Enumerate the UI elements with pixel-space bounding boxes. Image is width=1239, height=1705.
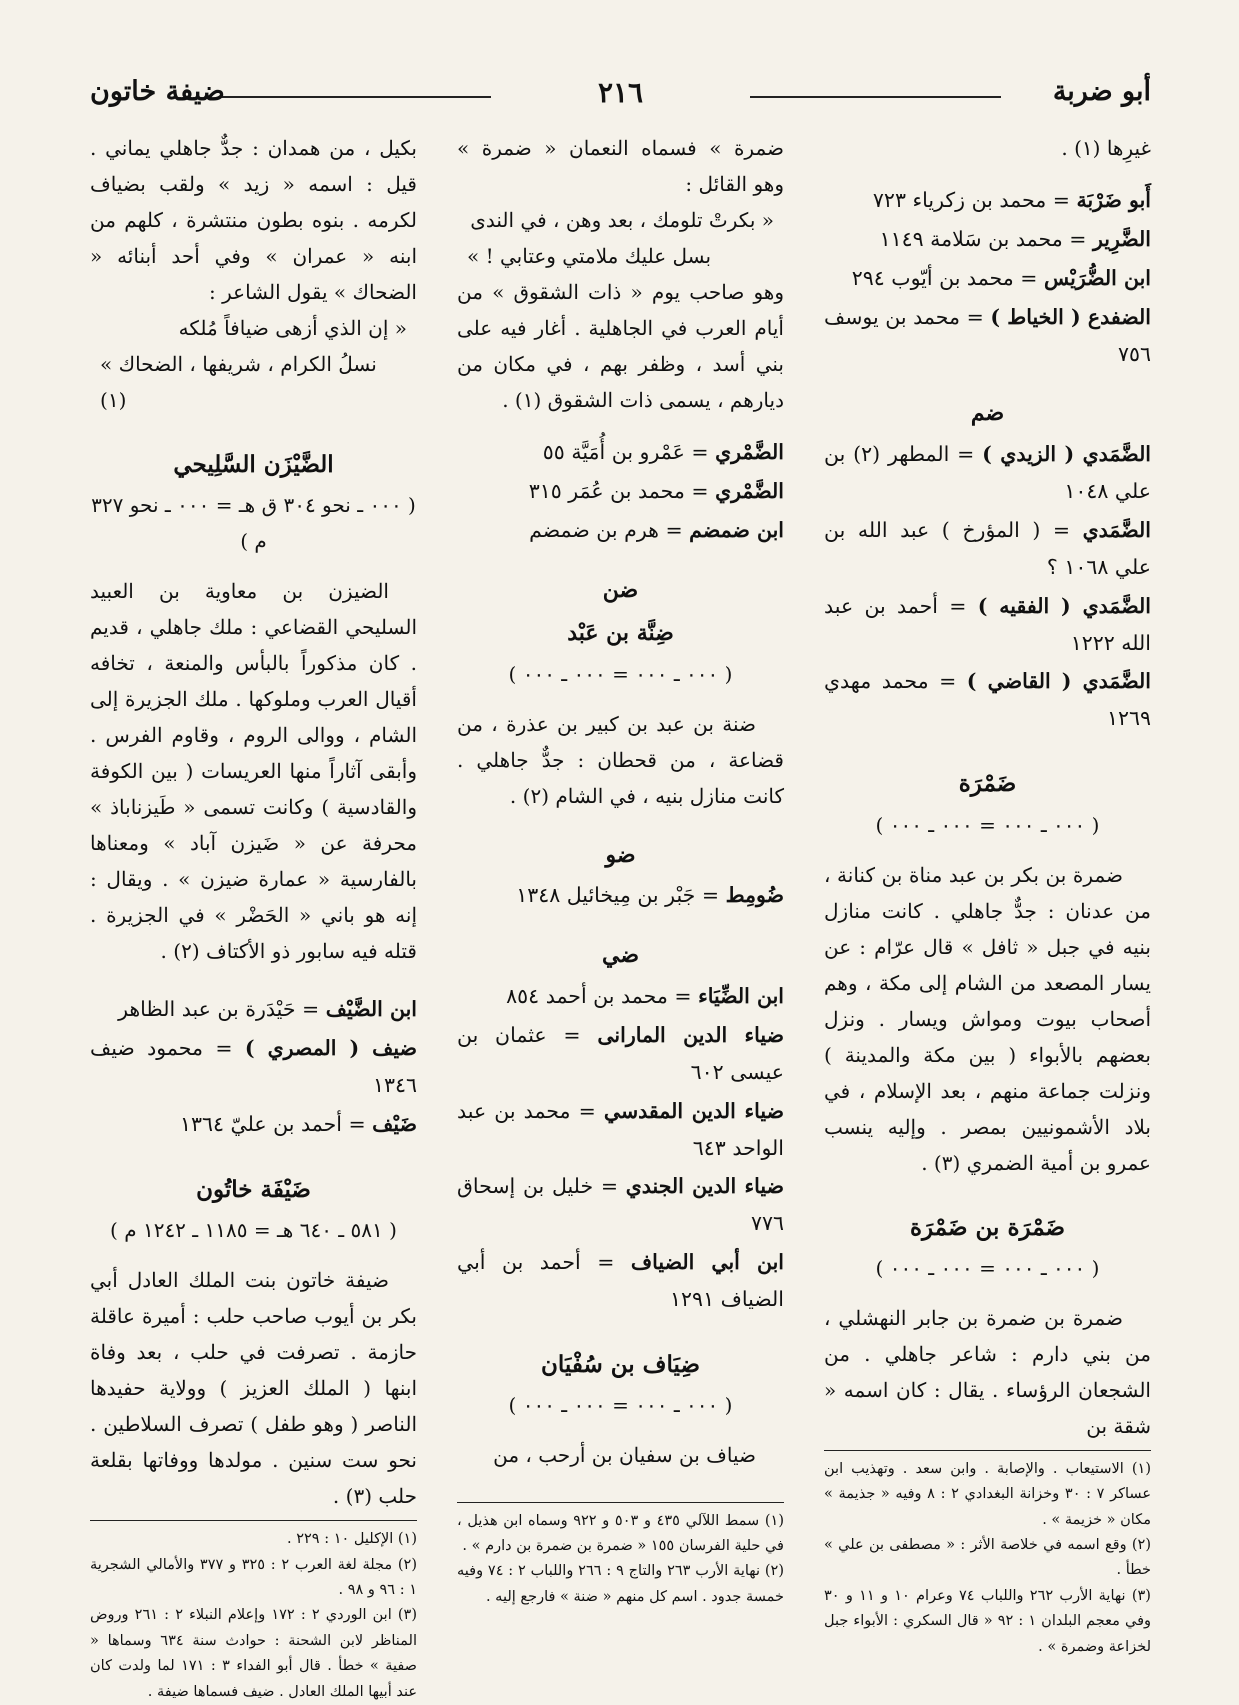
entry-dates: ( ٠٠٠ ـ ٠٠٠ = ٠٠٠ ـ ٠٠٠ ) [508, 1393, 733, 1418]
cross-reference: ضُومِط = جَبْر بن مِيخائيل ١٣٤٨ [516, 883, 784, 908]
header-rule-left [220, 96, 491, 98]
entry-dates: ( ٠٠٠ ـ ٠٠٠ = ٠٠٠ ـ ٠٠٠ ) [875, 1255, 1100, 1280]
cross-reference: أَبو ضَرْبَة = محمد بن زكرياء ٧٢٣ [872, 188, 1151, 212]
footnotes [90, 1520, 417, 1705]
entry-text: ضيفة خاتون بنت الملك العادل أبي بكر بن أيوب صاحب حلب : أميرة عاقلة حازمة . تصرفت في حلب ، بعد وفاة ابنها ( الملك العزيز ) وولاية حفيدها الناصر ( وهو طفل ) تصرف السلاطين . نحو ست سنين . مولدها ووفاتها بقلعة حلب (٣) . [90, 1268, 417, 1509]
entry-title: ضَيْفَة خاتُون [196, 1175, 311, 1203]
cross-reference: ضياء الدين المقدسي = محمد بن عبد الواحد ٦٤٣ [457, 1098, 784, 1160]
verse [90, 310, 417, 418]
entry-dates: ( ٠٠٠ ـ نحو ٣٠٤ ق هـ = ٠٠٠ ـ نحو ٣٢٧ م ) [91, 493, 416, 554]
footnote: (١) سمط اللآلي ٤٣٥ و ٥٠٣ و ٩٢٢ وسماه ابن هذيل ، في حلية الفرسان ١٥٥ « ضمرة بن ضمرة بن دارم » . [457, 1512, 784, 1554]
header-left-keyword: ضيفة خاتون [90, 76, 225, 107]
entry-title: ضِنَّة بن عَبْد [567, 620, 674, 647]
cross-reference: ضيف ( المصري ) = محمود ضيف ١٣٤٦ [90, 1036, 417, 1098]
cross-reference: ابن الضَّيْف = حَيْدَرة بن عبد الظاهر [118, 997, 417, 1022]
entry-text: ضياف بن سفيان بن أرحب ، من [493, 1443, 756, 1468]
page-number: ٢١٦ [588, 76, 653, 109]
footnotes [824, 1450, 1151, 1660]
column-middle [457, 130, 784, 1610]
cross-reference: ابن الضُّرَيْس = محمد بن أيّوب ٢٩٤ [851, 265, 1151, 290]
cross-reference: ابن ضمضم = هرم بن ضمضم [529, 517, 784, 542]
cross-reference: الضَّمَدي ( القاضي ) = محمد مهدي ١٢٦٩ [824, 669, 1151, 731]
entry-text: الضيزن بن معاوية بن العبيد السليحي القضاعي : ملك جاهلي ، قديم . كان مذكوراً بالبأس والمنعة ، تخافه أقيال العرب وملوكها . ملك الجزيرة إلى الشام ، ووالى الروم ، وقاوم الفرس . وأبقى آثاراً منها العريسات ( بين الكوفة والقادسية ) وكانت تسمى « طَيزناباذ » محرفة عن « ضَيزن آباد » ومعناها بالفارسية « عمارة ضيزن » . ويقال : إنه هو باني « الحَضْر » في الجزيرة . قتله فيه سابور ذو الأكتاف (٢) . [90, 579, 417, 964]
cross-reference: ضياء الدين المارانى = عثمان بن عيسى ٦٠٢ [457, 1022, 784, 1084]
verse [457, 202, 784, 274]
header-right-keyword: أبو ضربة [1052, 76, 1151, 107]
continued-text: غيرِها (١) . [1061, 136, 1151, 160]
cross-reference: ضياء الدين الجندي = خليل بن إسحاق ٧٧٦ [457, 1174, 784, 1236]
entry-title: ضَمْرَة [958, 770, 1017, 798]
verse-line: نسلُ الكرام ، شريفها ، الضحاك » (١) [100, 352, 377, 412]
verse-line: « إن الذي أزهى ضيافاً مُلكه [178, 316, 407, 340]
cross-reference: الضَّمَدي ( الفقيه ) = أحمد بن عبد الله ١٢٢٢ [824, 593, 1151, 655]
column-right-body [824, 130, 1151, 1450]
footnotes [457, 1502, 784, 1611]
column-right [824, 130, 1152, 1655]
entry-title: ضِيَاف بن سُفْيَان [541, 1350, 700, 1378]
entry-dates: ( ٠٠٠ ـ ٠٠٠ = ٠٠٠ ـ ٠٠٠ ) [875, 812, 1100, 837]
cross-reference: ابن الضِّيَاء = محمد بن أحمد ٨٥٤ [506, 983, 784, 1008]
cross-reference: الضَّمَدي = ( المؤرخ ) عبد الله بن علي ١٠٦٨ ؟ [824, 517, 1151, 579]
cross-reference: الضَّرِير = محمد بن سَلامة ١١٤٩ [879, 226, 1151, 251]
verse-line: بسل عليك ملامتي وعتابي ! » [467, 244, 712, 268]
verse-line: « بكرتْ تلومك ، بعد وهن ، في الندى [470, 208, 774, 232]
cross-reference: الضفدع ( الخياط ) = محمد بن يوسف ٧٥٦ [824, 304, 1151, 366]
section-letters: ضن [602, 576, 639, 603]
cross-reference: الضَّمَدي ( الزيدي ) = المطهر (٢) بن علي ١٠٤٨ [824, 442, 1152, 503]
column-middle-body [457, 130, 784, 1502]
header-rule-right [750, 96, 1001, 98]
section-letters: ضو [605, 841, 636, 868]
continued-text: ضمرة » فسماه النعمان « ضمرة » وهو القائل : [457, 136, 784, 196]
entry-text: ضمرة بن ضمرة بن جابر النهشلي ، من بني دارم : شاعر جاهلي . من الشجعان الرؤساء . يقال : كان اسمه « شقة بن [824, 1305, 1151, 1438]
entry-text: ضمرة بن بكر بن عبد مناة بن كنانة ، من عدنان : جدٌّ جاهلي . كانت منازل بنيه في جبل « ثافل » قال عرّام : عن يسار المصعد من الشام إلى مكة ، وهم أصحاب بيوت ومواش ويسار . ونزل بعضهم بالأبواء ( بين مكة والمدينة ) ونزلت جماعة منهم ، بعد الإسلام ، في بلاد الأشمونيين بمصر . وإليه ينسب عمرو بن أمية الضمري (٣) . [824, 862, 1151, 1175]
cross-reference: ضَيْف = أحمد بن عليّ ١٣٦٤ [179, 1112, 417, 1137]
footnote: (٢) وقع اسمه في خلاصة الأثر : « مصطفى بن علي » خطأ . [824, 1537, 1151, 1579]
running-header [90, 76, 1151, 116]
entry-title: الضَّيْزَن السَّلِيحي [173, 451, 334, 478]
column-left [90, 130, 417, 1700]
continued-text: بكيل ، من همدان : جدٌّ جاهلي يماني . قيل : اسمه « زيد » ولقب بضياف لكرمه . بنوه بطون منتشرة ، كلهم من ابنه « عمران » وفي أحد أبنائه « الضحاك » يقول الشاعر : [90, 136, 417, 304]
entry-text: وهو صاحب يوم « ذات الشقوق » من أيام العرب في الجاهلية . أغار فيه على بني أسد ، وظفر بهم ، في مكان من ديارهم ، يسمى ذات الشقوق (١) . [457, 280, 784, 412]
entry-text: ضنة بن عبد بن كبير بن عذرة ، من قضاعة ، من قحطان : جدٌّ جاهلي . كانت منازل بنيه ، في الشام (٢) . [457, 711, 784, 808]
cross-reference: الضَّمْري = عَمْرو بن أُمَيَّة ٥٥ [542, 440, 784, 464]
entry-dates: ( ٥٨١ ـ ٦٤٠ هـ = ١١٨٥ ـ ١٢٤٢ م ) [110, 1218, 397, 1243]
footnote: (١) الإكليل ١٠ : ٢٢٩ . [287, 1531, 417, 1548]
section-letters: ضي [601, 942, 640, 969]
footnote: (٢) نهاية الأرب ٢٦٣ والتاج ٩ : ٢٦٦ واللباب ٢ : ٧٤ وفيه خمسة جدود . اسم كل منهم « ضنة » فارجع إليه . [457, 1563, 784, 1605]
footnote: (٢) مجلة لغة العرب ٢ : ٣٢٥ و ٣٧٧ والأمالي الشجرية ١ : ٩٦ و ٩٨ . [90, 1556, 417, 1599]
cross-reference: الضَّمْري = محمد بن عُمَر ٣١٥ [528, 478, 784, 503]
columns [90, 130, 1152, 1700]
entry-dates: ( ٠٠٠ ـ ٠٠٠ = ٠٠٠ ـ ٠٠٠ ) [508, 661, 733, 686]
footnote: (١) الاستيعاب . والإصابة . وابن سعد . وتهذيب ابن عساكر ٧ : ٣٠ وخزانة البغدادي ٢ : ٨ وفيه « جذيمة » مكان « خزيمة » . [824, 1460, 1151, 1528]
footnote: (٣) نهاية الأرب ٢٦٢ واللباب ٧٤ وعرام ١٠ و ١١ و ٣٠ وفي معجم البلدان ١ : ٩٢ « قال السكري : الأبواء جبل لخزاعة وضمرة » . [824, 1587, 1152, 1655]
entry-title: ضَمْرَة بن ضَمْرَة [909, 1213, 1066, 1241]
section-letters: ضم [970, 400, 1005, 427]
footnote: (٣) ابن الوردي ٢ : ١٧٢ وإعلام النبلاء ٢ : ٢٦١ وروض المناظر لابن الشحنة : حوادث سنة ٦٣٤ وسماها « صفية » خطأ . قال أبو الفداء ٣ : ١٧١ لما ولدت كان عند أبيها الملك العادل . ضيف فسماها ضيفة . [90, 1607, 417, 1700]
column-left-body [90, 130, 417, 1520]
cross-reference: ابن أبي الضياف = أحمد بن أبي الضياف ١٢٩١ [457, 1250, 784, 1312]
